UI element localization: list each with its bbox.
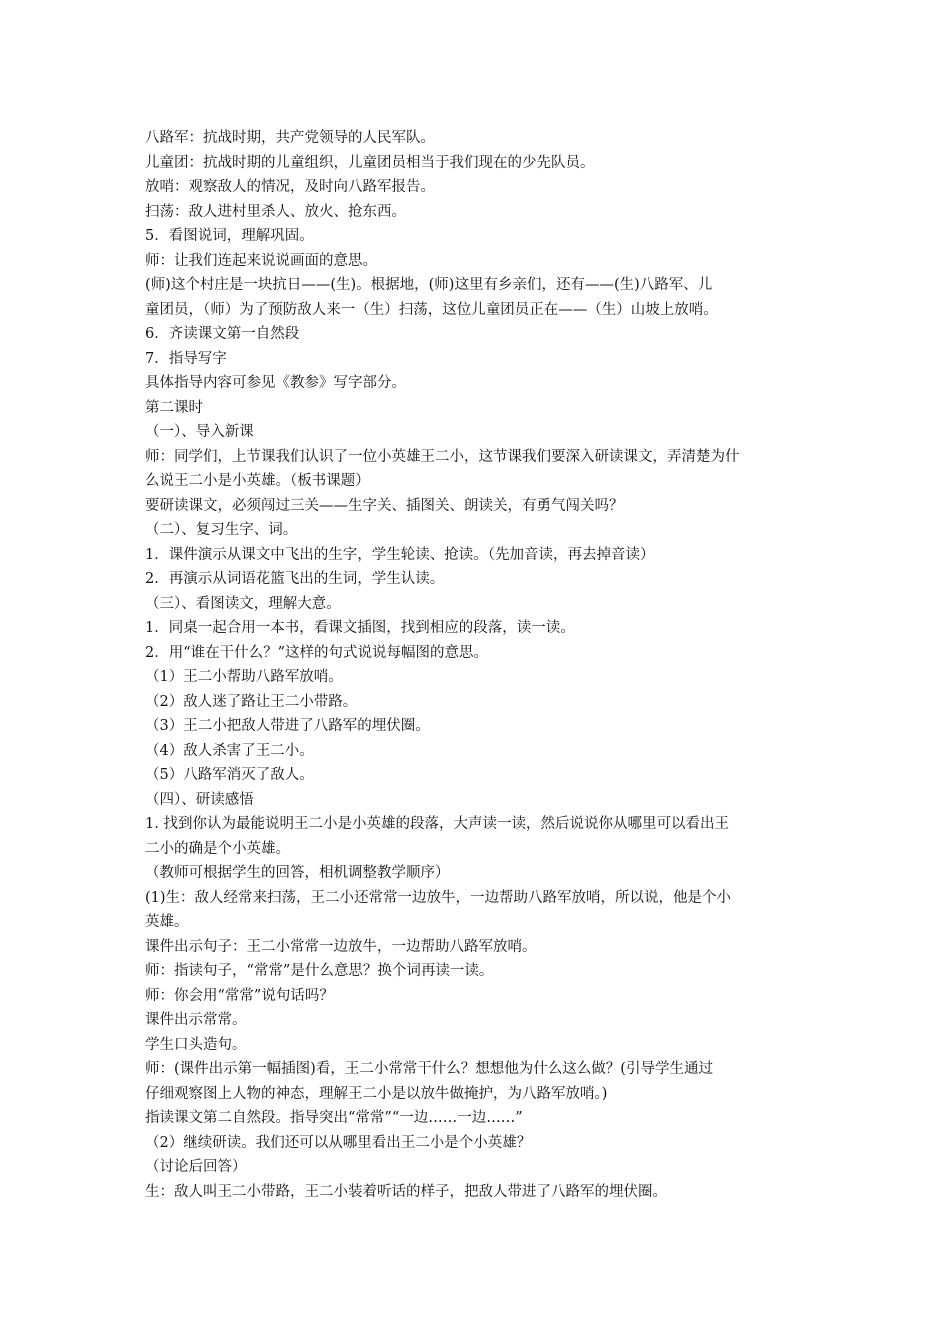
text-line: 童团员，（师）为了预防敌人来一（生）扫荡，这位儿童团员正在——（生）山坡上放哨。	[145, 301, 718, 318]
text-line: 具体指导内容可参见《教参》写字部分。	[145, 375, 406, 391]
text-line: (1)生：敌人经常来扫荡，王二小还常常一边放牛，一边帮助八路军放哨，所以说，他是个小	[145, 889, 732, 906]
text-line: 师：指读句子，“常常”是什么意思？换个词再读一读。	[145, 963, 494, 979]
text-line: （三）、看图读文，理解大意。	[145, 595, 341, 612]
section-heading: 第二课时	[145, 399, 203, 416]
text-line: 2．用“谁在干什么？”这样的句式说说每幅图的意思。	[145, 644, 489, 661]
text-line: （1）王二小帮助八路军放哨。	[145, 669, 343, 685]
text-line: 1. 找到你认为最能说明王二小是小英雄的段落，大声读一读，然后说说你从哪里可以看出王	[145, 816, 729, 832]
text-line: 指读课文第二自然段。指导突出“常常”“一边……一边……”	[145, 1110, 523, 1126]
document-page	[145, 126, 815, 1204]
text-line: （四）、研读感悟	[145, 791, 254, 808]
text-line: 1．同桌一起合用一本书，看课文插图，找到相应的段落，读一读。	[145, 620, 575, 636]
text-line: 6．齐读课文第一自然段	[145, 326, 300, 342]
text-line: （讨论后回答）	[145, 1159, 247, 1175]
text-line: （一）、导入新课	[145, 424, 254, 440]
text-line: （3）王二小把敌人带进了八路军的埋伏圈。	[145, 718, 430, 734]
text-line: 要研读课文，必须闯过三关——生字关、插图关、朗读关，有勇气闯关吗？	[145, 497, 624, 514]
text-line: （4）敌人杀害了王二小。	[145, 742, 314, 759]
text-line: 儿童团：抗战时期的儿童组织，儿童团员相当于我们现在的少先队员。	[145, 154, 595, 171]
text-line: （2）敌人迷了路让王二小带路。	[145, 693, 358, 710]
text-line: 师：让我们连起来说说画面的意思。	[145, 252, 377, 269]
text-line: 课件出示常常。	[145, 1012, 247, 1028]
text-line: （教师可根据学生的回答，相机调整教学顺序）	[145, 865, 450, 881]
text-line: 师：(课件出示第一幅插图)看，王二小常常干什么？想想他为什么这么做？(引导学生通过	[145, 1061, 713, 1077]
text-line: 仔细观察图上人物的神态，理解王二小是以放牛做掩护，为八路军放哨。)	[145, 1085, 608, 1102]
text-line: 1．课件演示从课文中飞出的生字，学生轮读、抢读。（先加音读，再去掉音读）	[145, 546, 655, 563]
text-line: 么说王二小是小英雄。（板书课题）	[145, 473, 370, 489]
text-line: (师)这个村庄是一块抗日——(生)。根据地，(师)这里有乡亲们，还有——(生)八路军、儿	[145, 277, 713, 293]
text-line: 课件出示句子：王二小常常一边放牛，一边帮助八路军放哨。	[145, 938, 537, 955]
text-line: 二小的确是个小英雄。	[145, 840, 290, 857]
text-line: 八路军：抗战时期，共产党领导的人民军队。	[145, 130, 435, 146]
text-line: 学生口头造句。	[145, 1036, 247, 1053]
text-line: 7．指导写字	[145, 350, 227, 367]
text-line: 师：同学们，上节课我们认识了一位小英雄王二小，这节课我们要深入研读课文，弄清楚为什	[145, 448, 740, 465]
text-line: 英雄。	[145, 914, 189, 930]
text-line: （2）继续研读。我们还可以从哪里看出王二小是个小英雄？	[145, 1134, 532, 1151]
text-line: 扫荡：敌人进村里杀人、放火、抢东西。	[145, 203, 406, 220]
text-line: （二）、复习生字、词。	[145, 522, 298, 538]
text-line: 5．看图说词，理解巩固。	[145, 228, 314, 244]
text-line: 放哨：观察敌人的情况，及时向八路军报告。	[145, 179, 435, 195]
text-line: 生：敌人叫王二小带路，王二小装着听话的样子，把敌人带进了八路军的埋伏圈。	[145, 1183, 667, 1200]
text-line: （5）八路军消灭了敌人。	[145, 767, 314, 783]
text-line: 师：你会用“常常”说句话吗？	[145, 987, 334, 1004]
text-line: 2．再演示从词语花篮飞出的生词，学生认读。	[145, 571, 445, 587]
